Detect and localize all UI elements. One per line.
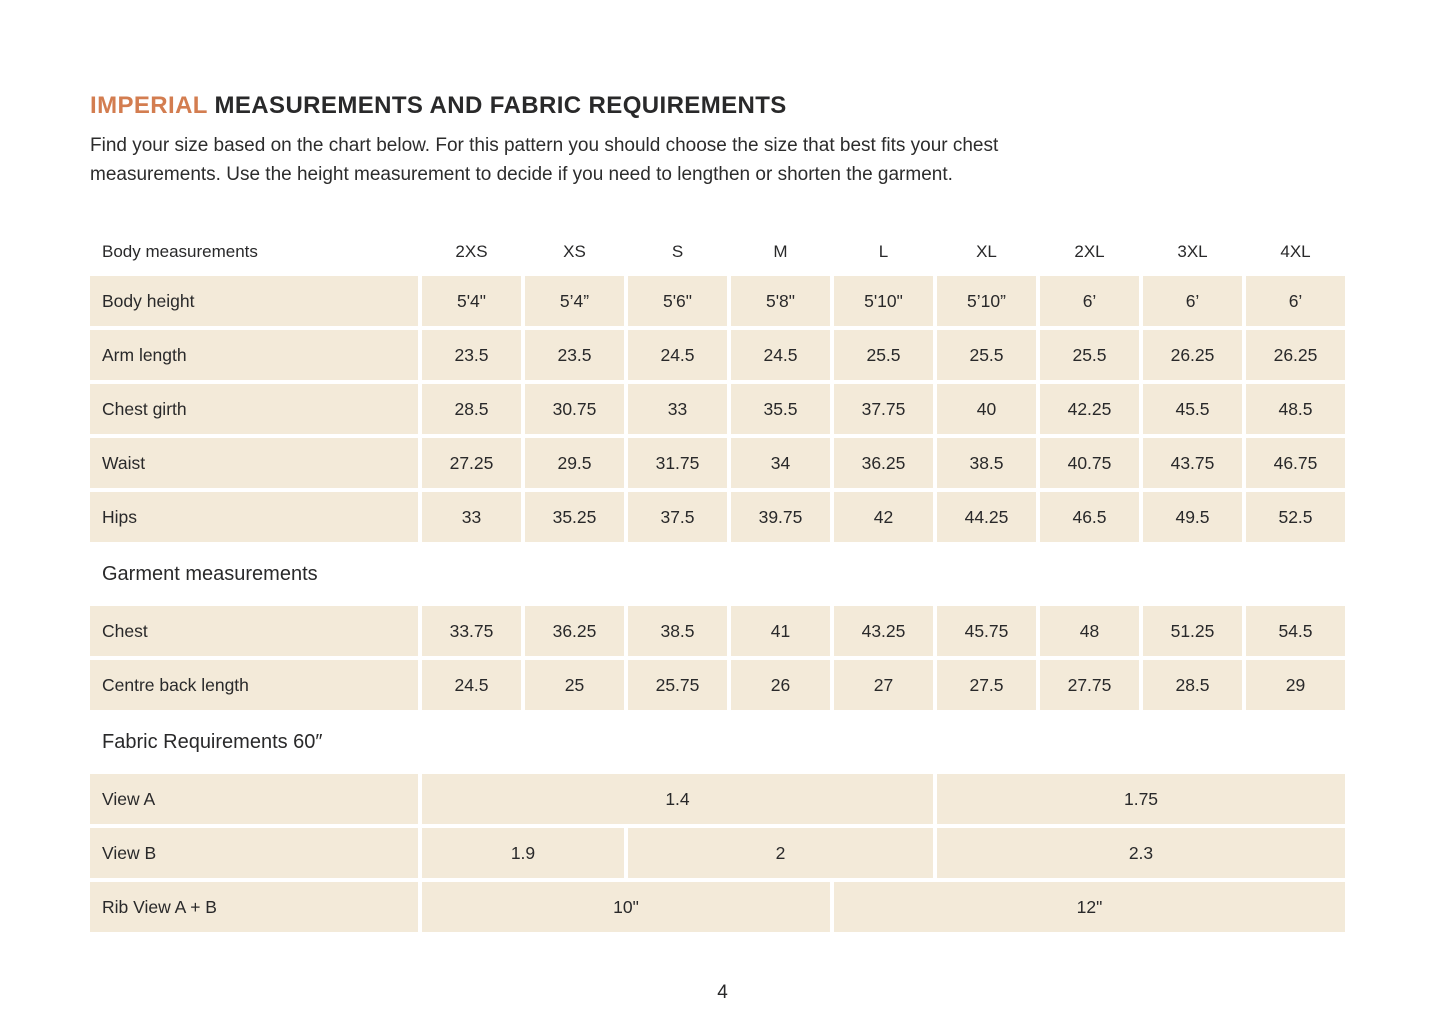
table-cell: 29.5 [525,438,624,488]
table-cell: 35.5 [731,384,830,434]
table-cell-spanned: 2.3 [937,828,1345,878]
table-row [90,660,1345,710]
intro-line-2: measurements. Use the height measurement to decide if you need to lengthen or shorten the garment. [90,164,953,185]
row-label: View B [90,828,418,878]
table-cell: 35.25 [525,492,624,542]
table-cell: 24.5 [731,330,830,380]
column-header-size: M [731,232,830,272]
column-header-label: Body measurements [90,232,418,272]
row-label: View A [90,774,418,824]
table-cell: 37.75 [834,384,933,434]
section-heading: Garment measurements [90,546,1345,602]
table-cell: 5'10" [834,276,933,326]
table-row [90,828,1345,878]
intro-line-1: Find your size based on the chart below. For this pattern you should choose the size that best fits your chest [90,135,999,156]
table-cell: 31.75 [628,438,727,488]
table-cell: 39.75 [731,492,830,542]
table-cell: 6’ [1040,276,1139,326]
column-header-size: L [834,232,933,272]
table-cell: 38.5 [628,606,727,656]
table-cell: 28.5 [422,384,521,434]
row-label: Rib View A + B [90,882,418,932]
table-cell: 30.75 [525,384,624,434]
table-cell: 43.25 [834,606,933,656]
table-cell: 25.5 [1040,330,1139,380]
page-title-rest: MEASUREMENTS AND FABRIC REQUIREMENTS [207,92,787,119]
table-cell: 28.5 [1143,660,1242,710]
table-cell: 27.25 [422,438,521,488]
table-cell: 38.5 [937,438,1036,488]
table-cell: 45.5 [1143,384,1242,434]
table-cell: 46.5 [1040,492,1139,542]
table-cell: 24.5 [422,660,521,710]
table-cell: 26.25 [1246,330,1345,380]
table-cell: 36.25 [525,606,624,656]
table-cell: 45.75 [937,606,1036,656]
table-row [90,438,1345,488]
table-cell: 27.75 [1040,660,1139,710]
table-cell: 43.75 [1143,438,1242,488]
table-body [90,276,1345,932]
row-label: Centre back length [90,660,418,710]
table-cell: 27 [834,660,933,710]
table-cell: 26 [731,660,830,710]
column-header-size: 4XL [1246,232,1345,272]
table-cell-spanned: 1.9 [422,828,624,878]
table-cell: 42 [834,492,933,542]
column-header-size: S [628,232,727,272]
table-row [90,606,1345,656]
table-cell: 46.75 [1246,438,1345,488]
row-label: Chest girth [90,384,418,434]
table-cell: 44.25 [937,492,1036,542]
section-heading: Fabric Requirements 60″ [90,714,1345,770]
table-cell: 52.5 [1246,492,1345,542]
column-header-size: XS [525,232,624,272]
table-cell: 5'6" [628,276,727,326]
table-cell: 25.75 [628,660,727,710]
table-row [90,882,1345,932]
row-label: Hips [90,492,418,542]
table-cell: 33.75 [422,606,521,656]
table-row [90,774,1345,824]
table-cell: 25.5 [834,330,933,380]
table-cell-spanned: 1.75 [937,774,1345,824]
table-cell: 41 [731,606,830,656]
table-cell-spanned: 2 [628,828,933,878]
table-cell: 36.25 [834,438,933,488]
table-cell: 40 [937,384,1036,434]
table-cell: 6’ [1143,276,1242,326]
table-cell: 29 [1246,660,1345,710]
table-row [90,330,1345,380]
table-cell: 54.5 [1246,606,1345,656]
table-cell: 23.5 [422,330,521,380]
section-heading-row [90,714,1345,770]
table-cell: 27.5 [937,660,1036,710]
table-cell: 24.5 [628,330,727,380]
table-cell: 34 [731,438,830,488]
table-cell: 48.5 [1246,384,1345,434]
measurements-table [86,228,1349,936]
table-cell: 49.5 [1143,492,1242,542]
table-cell-spanned: 10" [422,882,830,932]
table-cell: 33 [422,492,521,542]
table-cell: 40.75 [1040,438,1139,488]
page-title [90,92,1355,120]
table-cell: 5’10” [937,276,1036,326]
table-header-row [90,232,1345,272]
table-row [90,276,1345,326]
table-cell: 25 [525,660,624,710]
page-title-highlight: IMPERIAL [90,92,208,119]
table-cell: 23.5 [525,330,624,380]
table-row [90,492,1345,542]
section-heading-row [90,546,1345,602]
page-number: 4 [717,982,728,1003]
table-cell-spanned: 1.4 [422,774,933,824]
table-cell: 6’ [1246,276,1345,326]
column-header-size: XL [937,232,1036,272]
table-cell: 33 [628,384,727,434]
intro-paragraph [90,131,1355,189]
table-row [90,384,1345,434]
row-label: Arm length [90,330,418,380]
table-cell: 5’4” [525,276,624,326]
row-label: Waist [90,438,418,488]
table-cell: 48 [1040,606,1139,656]
table-cell: 5'4" [422,276,521,326]
column-header-size: 3XL [1143,232,1242,272]
table-cell: 5'8" [731,276,830,326]
table-cell: 42.25 [1040,384,1139,434]
row-label: Chest [90,606,418,656]
table-cell-spanned: 12" [834,882,1345,932]
table-cell: 37.5 [628,492,727,542]
table-cell: 25.5 [937,330,1036,380]
column-header-size: 2XL [1040,232,1139,272]
column-header-size: 2XS [422,232,521,272]
table-cell: 51.25 [1143,606,1242,656]
table-cell: 26.25 [1143,330,1242,380]
row-label: Body height [90,276,418,326]
